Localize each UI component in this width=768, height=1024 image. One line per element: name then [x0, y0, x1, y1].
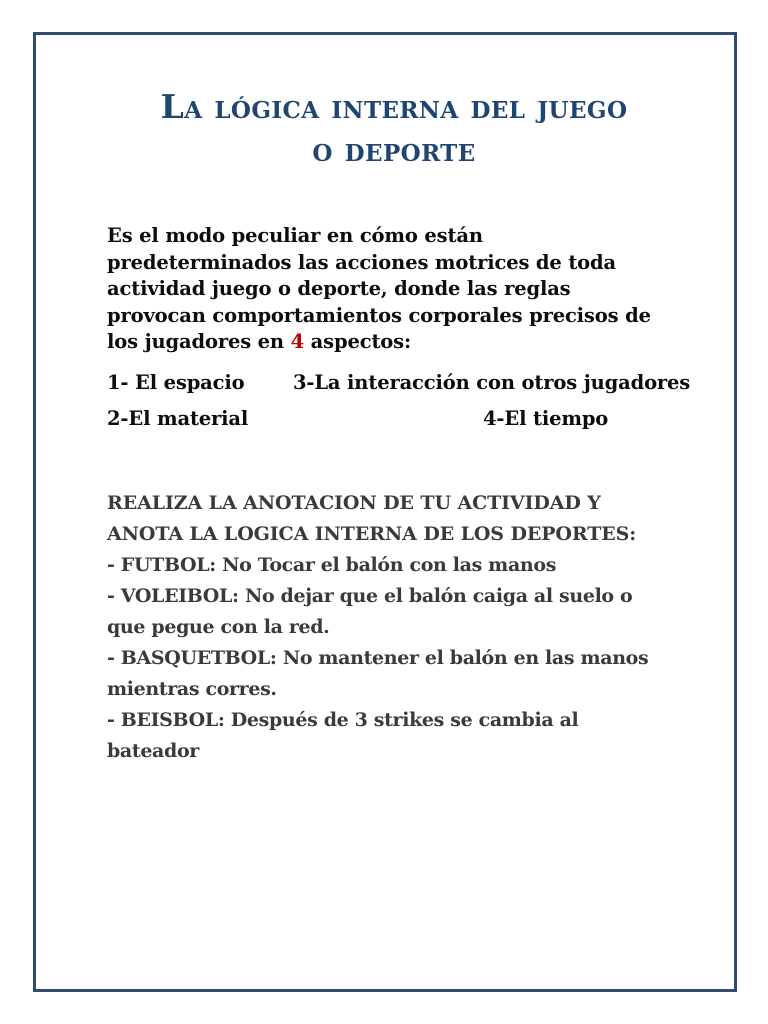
aspect-item-1: 1- El espacio [107, 370, 245, 394]
intro-text-after-accent: aspectos: [304, 330, 412, 353]
aspects-list [107, 370, 691, 442]
task-item-beisbol: - BEISBOL: Después de 3 strikes se cambia al bateador [107, 708, 585, 762]
page-border-frame [33, 32, 737, 992]
aspect-item-3: 3-La interacción con otros jugadores [293, 370, 691, 394]
aspects-row-1 [107, 370, 691, 406]
title-paragraph-gap [107, 171, 677, 223]
intro-text-before-accent: Es el modo peculiar en cómo están predeterminados las acciones motrices de toda actividad juego o deporte, donde las reglas provocan comportamientos corporales precisos de los jugadores en [107, 224, 651, 353]
task-heading-line-1: REALIZA LA ANOTACION DE TU ACTIVIDAD Y [107, 491, 601, 514]
page-title-line-1: La lógica interna del juego [160, 87, 628, 126]
page-title [107, 85, 677, 171]
page-title-line-2: o deporte [312, 130, 476, 169]
task-item-voleibol: - VOLEIBOL: No dejar que el balón caiga al suelo o que pegue con la red. [107, 584, 639, 638]
aspect-item-4: 4-El tiempo [483, 406, 609, 430]
task-heading-line-2: ANOTA LA LOGICA INTERNA DE LOS DEPORTES: [107, 522, 637, 545]
intro-paragraph [107, 223, 673, 356]
aspects-row-2 [107, 406, 677, 442]
task-item-futbol: - FUTBOL: No Tocar el balón con las manos [107, 553, 557, 576]
task-block [107, 488, 673, 767]
intro-accent-number: 4 [290, 330, 305, 353]
document-content [107, 85, 691, 767]
aspect-item-2: 2-El material [107, 406, 249, 430]
task-item-basquetbol: - BASQUETBOL: No mantener el balón en las manos mientras corres. [107, 646, 655, 700]
